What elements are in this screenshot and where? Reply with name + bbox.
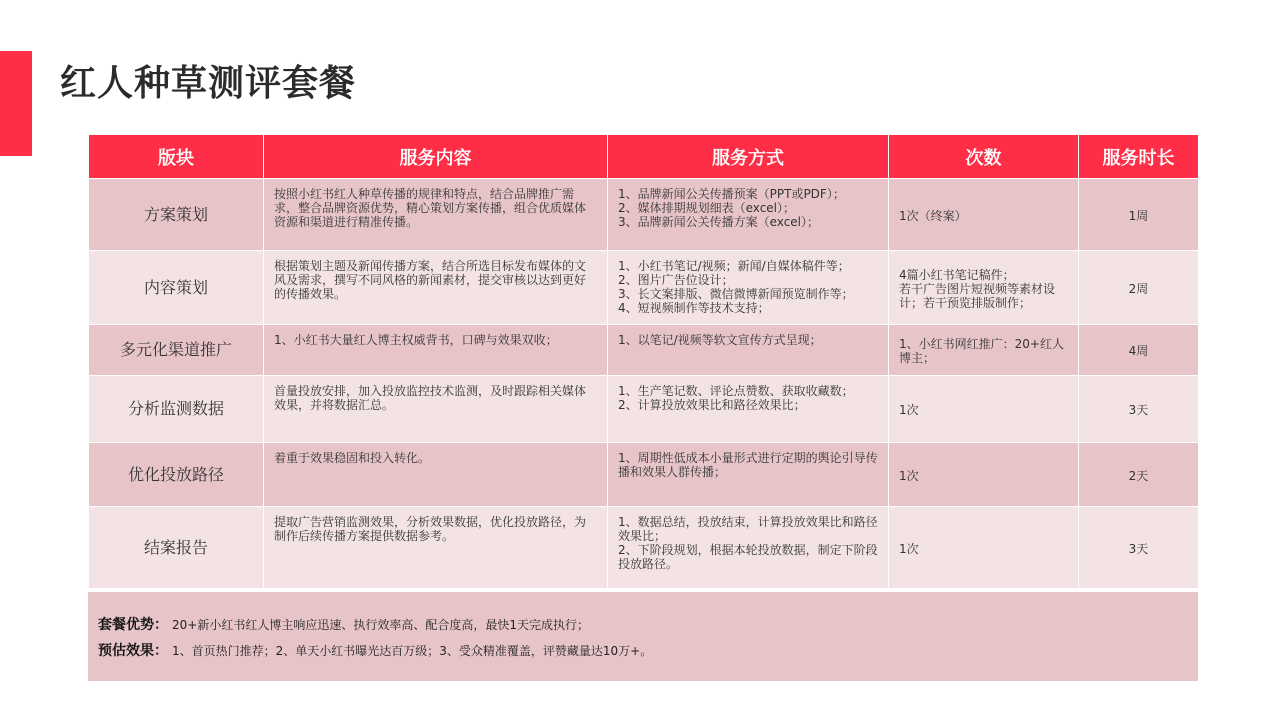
effect-line bbox=[98, 640, 1198, 660]
header-method: 服务方式 bbox=[608, 135, 889, 179]
cell-block: 结案报告 bbox=[89, 507, 264, 589]
cell-method: 1、生产笔记数、评论点赞数、获取收藏数； 2、计算投放效果比和路径效果比； bbox=[608, 376, 889, 443]
service-table bbox=[88, 134, 1199, 589]
cell-block: 方案策划 bbox=[89, 179, 264, 251]
cell-method: 1、周期性低成本小量形式进行定期的舆论引导传播和效果人群传播； bbox=[608, 443, 889, 507]
cell-content: 按照小红书红人种草传播的规律和特点，结合品牌推广需求，整合品牌资源优势，精心策划方案传播，组合优质媒体资源和渠道进行精准传播。 bbox=[264, 179, 608, 251]
cell-content: 提取广告营销监测效果，分析效果数据，优化投放路径，为制作后续传播方案提供数据参考。 bbox=[264, 507, 608, 589]
table-row bbox=[89, 325, 1199, 376]
accent-bar bbox=[0, 51, 32, 156]
table-row bbox=[89, 507, 1199, 589]
cell-count: 1次（终案） bbox=[889, 179, 1079, 251]
cell-count: 4篇小红书笔记稿件； 若干广告图片短视频等素材设计；若干预览排版制作； bbox=[889, 251, 1079, 325]
cell-block: 分析监测数据 bbox=[89, 376, 264, 443]
effect-colon: ： bbox=[154, 643, 168, 659]
header-block: 版块 bbox=[89, 135, 264, 179]
cell-content: 首量投放安排，加入投放监控技术监测，及时跟踪相关媒体效果，并将数据汇总。 bbox=[264, 376, 608, 443]
advantage-text: 20+新小红书红人博主响应迅速、执行效率高、配合度高，最快1天完成执行； bbox=[172, 618, 589, 632]
header-duration: 服务时长 bbox=[1079, 135, 1199, 179]
cell-duration: 2天 bbox=[1079, 443, 1199, 507]
advantage-line bbox=[98, 614, 1198, 634]
advantage-colon: ： bbox=[154, 617, 168, 633]
header-content: 服务内容 bbox=[264, 135, 608, 179]
table-header-row bbox=[89, 135, 1199, 179]
effect-text: 1、首页热门推荐；2、单天小红书曝光达百万级；3、受众精准覆盖，评赞藏量达10万+。 bbox=[172, 644, 653, 658]
header-count: 次数 bbox=[889, 135, 1079, 179]
cell-block: 内容策划 bbox=[89, 251, 264, 325]
cell-block: 优化投放路径 bbox=[89, 443, 264, 507]
cell-content: 1、小红书大量红人博主权威背书，口碑与效果双收； bbox=[264, 325, 608, 376]
cell-method: 1、小红书笔记/视频；新闻/自媒体稿件等； 2、图片广告位设计； 3、长文案排版、微信微博新闻预览制作等； 4、短视频制作等技术支持； bbox=[608, 251, 889, 325]
cell-duration: 3天 bbox=[1079, 507, 1199, 589]
cell-method: 1、以笔记/视频等软文宣传方式呈现； bbox=[608, 325, 889, 376]
cell-count: 1次 bbox=[889, 443, 1079, 507]
table-row bbox=[89, 251, 1199, 325]
cell-duration: 1周 bbox=[1079, 179, 1199, 251]
effect-label: 预估效果 bbox=[98, 643, 154, 659]
package-summary bbox=[88, 592, 1198, 681]
table-row bbox=[89, 179, 1199, 251]
page-title: 红人种草测评套餐 bbox=[60, 63, 357, 104]
cell-content: 根据策划主题及新闻传播方案，结合所选目标发布媒体的文风及需求，撰写不同风格的新闻素材，提交审核以达到更好的传播效果。 bbox=[264, 251, 608, 325]
cell-block: 多元化渠道推广 bbox=[89, 325, 264, 376]
cell-count: 1次 bbox=[889, 507, 1079, 589]
cell-content: 着重于效果稳固和投入转化。 bbox=[264, 443, 608, 507]
cell-method: 1、数据总结，投放结束，计算投放效果比和路径效果比； 2、下阶段规划，根据本轮投放数据，制定下阶段投放路径。 bbox=[608, 507, 889, 589]
table-row bbox=[89, 376, 1199, 443]
table-row bbox=[89, 443, 1199, 507]
advantage-label: 套餐优势 bbox=[98, 617, 154, 633]
cell-count: 1、小红书网红推广：20+红人博主； bbox=[889, 325, 1079, 376]
cell-method: 1、品牌新闻公关传播预案（PPT或PDF）； 2、媒体排期规划细表（excel）； 3、品牌新闻公关传播方案（excel）； bbox=[608, 179, 889, 251]
cell-count: 1次 bbox=[889, 376, 1079, 443]
cell-duration: 4周 bbox=[1079, 325, 1199, 376]
cell-duration: 3天 bbox=[1079, 376, 1199, 443]
cell-duration: 2周 bbox=[1079, 251, 1199, 325]
